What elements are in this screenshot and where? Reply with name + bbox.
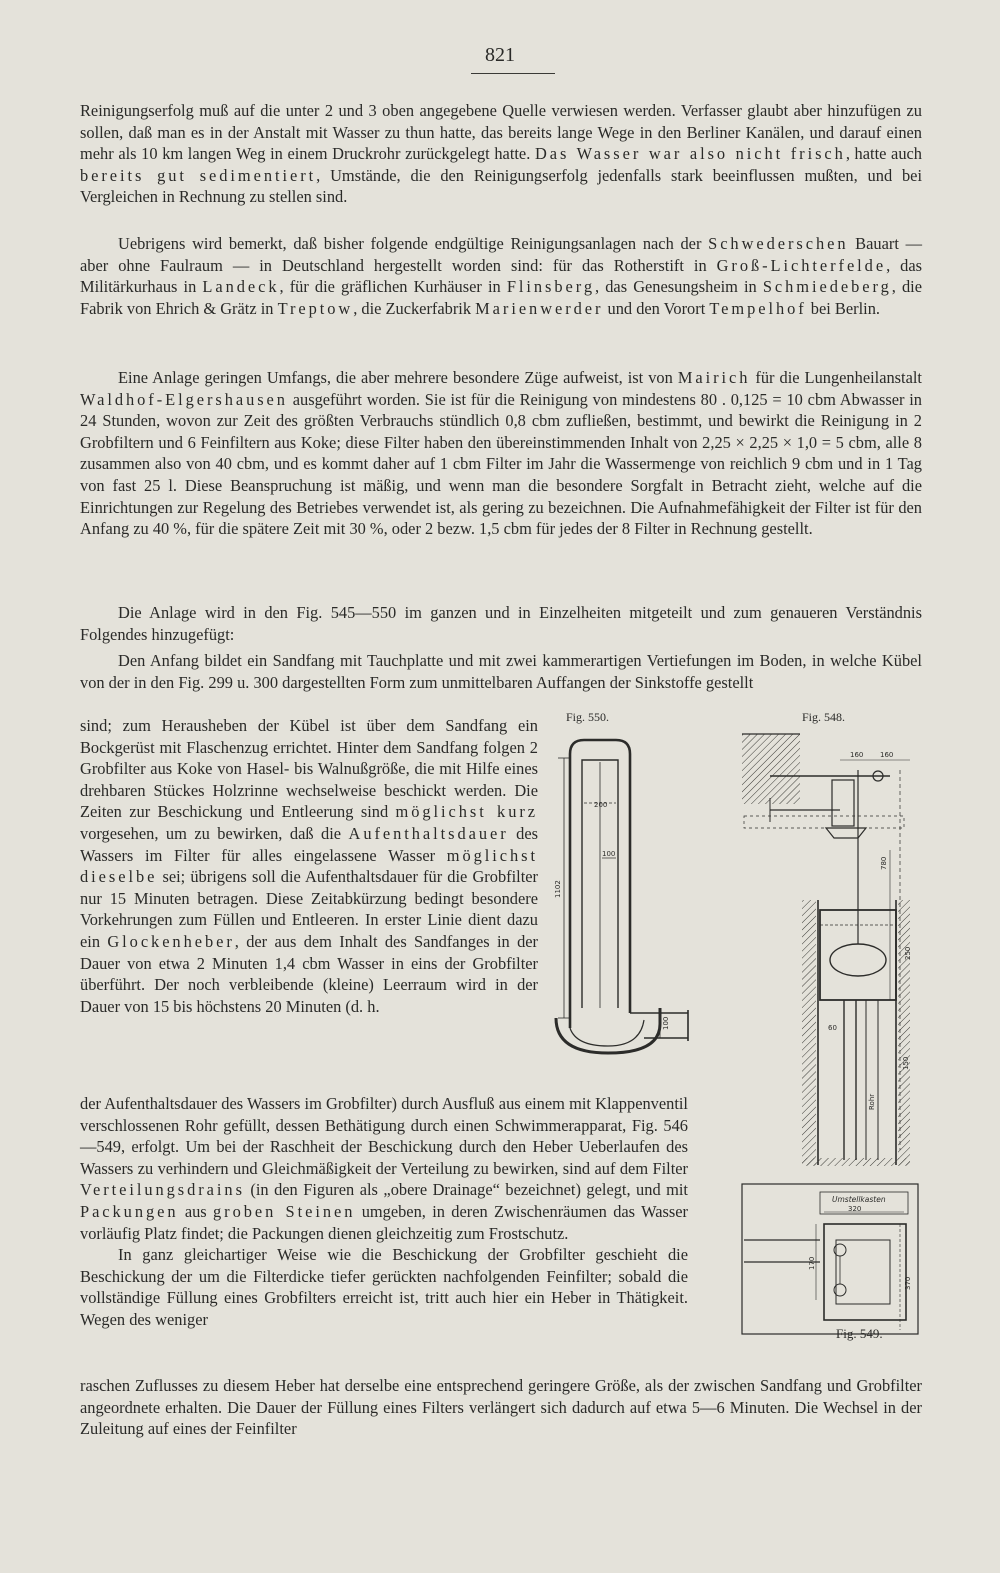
header-rule xyxy=(471,73,555,74)
fig-548-dim-label: 160 xyxy=(850,751,864,759)
text-run: bei Berlin. xyxy=(806,298,880,318)
paragraph-3 xyxy=(80,367,922,540)
text-run: (in den Figuren als „obere Drainage“ bezeichnet) gelegt, und mit xyxy=(244,1180,688,1200)
fig-548-caption: Fig. 548. xyxy=(802,710,846,724)
text-run: Bauart — aber ohne Faulraum — in Deutschland hergestellt worden sind: für das Rotherstift in xyxy=(80,234,922,275)
fig-549-caption: Fig. 549. xyxy=(836,1326,883,1341)
spaced-text: bereits gut sedimentiert xyxy=(80,165,317,185)
fig-550-dim-label: 100 xyxy=(662,1016,670,1030)
paragraph-2 xyxy=(80,233,922,319)
spaced-text: möglichst dieselbe xyxy=(80,845,538,887)
text-run: umgeben, in deren Zwischenräumen das Wasser vorläufig Platz findet; die Packungen dienen gleichzeitig zum Frostschutz. xyxy=(80,1201,689,1243)
paragraph-4 xyxy=(80,602,922,645)
text-run: des Wassers im Filter für alles eingelassene Wasser xyxy=(80,823,538,865)
spaced-text: Das Wasser war also nicht frisch xyxy=(534,144,846,164)
text-run: , für die gräflichen Kurhäuser in xyxy=(279,277,507,297)
fig-550-dim-label: 100 xyxy=(602,850,616,858)
text-run: , das Militärkurhaus in xyxy=(80,255,922,297)
text-run: sind; zum Herausheben der Kübel ist über dem Sandfang ein Bockgerüst mit Flaschenzug errichtet. Hinter dem Sandfang folgen 2 Grobfilter aus Koke von Hasel- bis Walnußgröße, die mit Hilfe eines drehbaren Stückes Holzrinne wechselweise beschickt werden. Die Zeiten zur Beschickung und Entleerung sind xyxy=(80,716,538,822)
text-run: für die Lungenheilanstalt xyxy=(750,368,922,387)
spaced-text: Schwederschen xyxy=(708,234,849,253)
text-run: Uebrigens wird bemerkt, daß bisher folgende endgültige Reinigungsanlagen nach der xyxy=(118,234,709,253)
text-run: aus xyxy=(178,1201,214,1221)
spaced-text: Verteilungsdrains xyxy=(80,1180,245,1200)
fig-548-dim-label: 250 xyxy=(904,946,912,960)
fig-548-dim-label: 160 xyxy=(880,751,894,759)
spaced-text: Flinsberg xyxy=(506,277,596,297)
fig-550-dim-label: 200 xyxy=(594,801,608,809)
spaced-text: Mairich xyxy=(677,368,751,387)
text-run: In ganz gleichartiger Weise wie die Beschickung der Grobfilter geschieht die Beschickung der um die Filterdicke tiefer gerückten nachfolgenden Feinfilter; sobald die vollständige Füllung eines Grobfilters erreicht ist, tritt auch hier ein Heber in Thätigkeit. Wegen des weniger xyxy=(80,1245,688,1329)
paragraph-5-narrow xyxy=(80,715,538,1017)
fig-549-box-title: Umstellkasten xyxy=(832,1195,886,1204)
spaced-text: Groß-Lichterfelde xyxy=(716,255,887,275)
spaced-text: Landeck xyxy=(202,277,280,297)
paragraph-5-continued xyxy=(80,1093,688,1331)
text-run: und den Vorort xyxy=(603,298,710,318)
spaced-text: Schmiedeberg xyxy=(762,277,892,297)
text-run: Eine Anlage geringen Umfangs, die aber mehrere besondere Züge aufweist, ist von xyxy=(118,368,678,387)
fig-550-drawing xyxy=(548,728,718,1063)
spaced-text: möglichst kurz xyxy=(395,802,538,822)
fig-549-dim-label: 170 xyxy=(808,1256,816,1270)
fig-549-drawing xyxy=(740,1180,920,1340)
spaced-text: Aufenthaltsdauer xyxy=(348,823,509,843)
spaced-text: Glockenheber xyxy=(107,931,235,951)
text-run: , hatte auch xyxy=(845,144,922,164)
fig-548-dim-label: 780 xyxy=(880,856,888,870)
paragraph-5-start xyxy=(80,650,922,693)
paragraph-6-end xyxy=(80,1375,922,1440)
text-run: , die Fabrik von Ehrich & Grätz in xyxy=(80,277,922,318)
text-run: ausgeführt worden. Sie ist für die Reinigung von mindestens 80 . 0,125 = 10 cbm Abwasser in 24 Stunden, wovon zur Zeit des größten Verbrauchs stündlich 0,8 cbm zufließen, bestimmt, und bewirkt die Reinigung in 2 Grobfiltern und 6 Feinfiltern aus Koke; diese Filter haben den übereinstimmenden Inhalt von 2,25 × 2,25 × 1,0 = 5 cbm, alle 8 zusammen also von 40 cbm, und es kommt daher auf 1 cbm Filter im Jahr die Wassermenge von reichlich 9 cbm und in 1 Tag von fast 25 l. Diese Beanspruchung ist mäßig, und wenn man die besondere Sorgfalt in Betracht zieht, welche auf die Einrichtungen zur Regelung des Betriebes verwendet ist, als gering zu bezeichnen. Die Aufnahmefähigkeit der Filter ist für den Anfang zu 40 %, für die spätere Zeit mit 30 %, oder 2 bezw. 1,5 cbm für jedes der 8 Filter in Rechnung gestellt. xyxy=(80,389,922,539)
text-run: der Aufenthaltsdauer des Wassers im Grobfilter) durch Ausfluß aus einem mit Klappenventil verschlossenen Rohr gefüllt, dessen Bethätigung durch einen Schwimmerapparat, Fig. 546—549, erfolgt. Um bei der Raschheit der Beschickung durch den Heber Ueberlaufen des Wassers zu verhindern und Gleichmäßigkeit der Verteilung zu bewirken, sind auf dem Filter xyxy=(80,1094,688,1178)
text-run: vorgesehen, um zu bewirken, daß die xyxy=(80,823,349,843)
fig-548-drawing xyxy=(740,730,920,1170)
text-run: , die Zuckerfabrik xyxy=(353,298,476,318)
spaced-text: Waldhof-Elgershausen xyxy=(80,389,288,409)
paragraph-1 xyxy=(80,100,922,208)
spaced-text: groben Steinen xyxy=(213,1201,356,1221)
text-run: , das Genesungsheim in xyxy=(595,277,763,297)
fig-550-caption: Fig. 550. xyxy=(566,710,610,724)
text-run: Den Anfang bildet ein Sandfang mit Tauchplatte und mit zwei kammerartigen Vertiefungen im Boden, in welche Kübel von der in den Fig. 299 u. 300 dargestellten Form zum unmittelbaren Auffangen der Sinkstoffe gestellt xyxy=(80,651,922,692)
fig-550-dim-label: 1102 xyxy=(554,880,562,898)
fig-548-dim-label: 150 xyxy=(902,1056,910,1070)
fig-548-dim-label: 60 xyxy=(828,1024,837,1032)
spaced-text: Packungen xyxy=(80,1201,179,1221)
text-run: raschen Zuflusses zu diesem Heber hat derselbe eine entsprechend geringere Größe, als der zwischen Sandfang und Grobfilter angeordnete erhalten. Die Dauer der Füllung eines Filters verlängert sich dadurch auf etwa 5—6 Minuten. Die Wechsel in der Zuleitung auf eines der Feinfilter xyxy=(80,1376,922,1439)
spaced-text: Tempelhof xyxy=(709,298,807,318)
text-run: sei; übrigens soll die Aufenthaltsdauer für die Grobfilter nur 15 Minuten betragen. Diese Zeitabkürzung bedingt besondere Vorkehrungen zum Füllen und Entleeren. In erster Linie dient dazu ein xyxy=(80,867,538,951)
text-run: Die Anlage wird in den Fig. 545—550 im ganzen und in Einzelheiten mitgeteilt und zum genaueren Verständnis Folgendes hinzugefügt: xyxy=(80,603,922,644)
text-run: , Umstände, die den Reinigungserfolg jedenfalls stark beeinflussen mußten, und bei Vergleichen in Rechnung zu stellen sind. xyxy=(80,165,922,207)
fig-548-dim-label: Rohr xyxy=(868,1093,876,1110)
spaced-text: Marienwerder xyxy=(475,298,604,318)
fig-549-dim-label: 370 xyxy=(904,1276,912,1290)
spaced-text: Treptow xyxy=(277,298,354,318)
text-run: Reinigungserfolg muß auf die unter 2 und 3 oben angegebene Quelle verwiesen werden. Verfasser glaubt aber hinzufügen zu sollen, daß man es in der Anstalt mit Wasser zu thun hatte, das bereits lange Wege in den Berliner Kanälen, und darauf einen mehr als 10 km langen Weg in einem Druckrohr zurückgelegt hatte. xyxy=(80,101,922,164)
fig-549-dim-label: 320 xyxy=(848,1205,862,1213)
text-run: , der aus dem Inhalt des Sandfanges in der Dauer von etwa 2 Minuten 1,4 cbm Wasser in eins der Grobfilter überführt. Der noch verbleibende (kleine) Leerraum wird in der Dauer von 15 bis höchstens 20 Minuten (d. h. xyxy=(80,931,538,1016)
page-number: 821 xyxy=(485,44,515,66)
